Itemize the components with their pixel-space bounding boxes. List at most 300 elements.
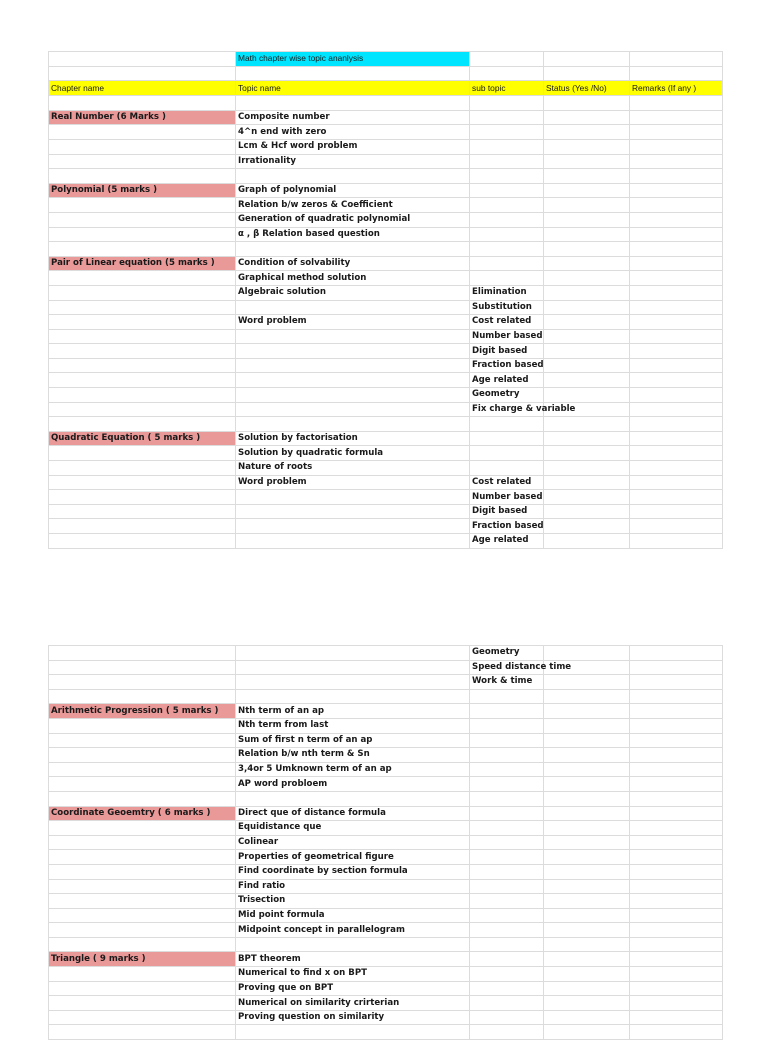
header-sub-topic[interactable]: sub topic	[470, 81, 544, 96]
chapter-cell[interactable]	[49, 660, 236, 675]
status-cell[interactable]	[544, 835, 630, 850]
topic-cell[interactable]: Equidistance que	[236, 821, 470, 836]
chapter-cell[interactable]	[49, 748, 236, 763]
subtopic-cell[interactable]: Age related	[470, 373, 544, 388]
subtopic-cell[interactable]: Fix charge & variable	[470, 402, 544, 417]
remarks-cell[interactable]	[630, 806, 723, 821]
remarks-cell[interactable]	[630, 908, 723, 923]
chapter-cell[interactable]	[49, 835, 236, 850]
chapter-cell[interactable]	[49, 689, 236, 704]
chapter-cell[interactable]	[49, 242, 236, 257]
subtopic-cell[interactable]	[470, 835, 544, 850]
topic-cell[interactable]: Relation b/w nth term & Sn	[236, 748, 470, 763]
topic-cell[interactable]: AP word probloem	[236, 777, 470, 792]
subtopic-cell[interactable]: Geometry	[470, 388, 544, 403]
chapter-cell[interactable]	[49, 1025, 236, 1040]
topic-cell[interactable]	[236, 791, 470, 806]
header-topic-name[interactable]: Topic name	[236, 81, 470, 96]
subtopic-cell[interactable]	[470, 110, 544, 125]
chapter-cell[interactable]: Pair of Linear equation (5 marks )	[49, 256, 236, 271]
status-cell[interactable]	[544, 689, 630, 704]
topic-cell[interactable]	[236, 689, 470, 704]
remarks-cell[interactable]	[630, 183, 723, 198]
remarks-cell[interactable]	[630, 879, 723, 894]
remarks-cell[interactable]	[630, 646, 723, 661]
status-cell[interactable]	[544, 344, 630, 359]
remarks-cell[interactable]	[630, 791, 723, 806]
subtopic-cell[interactable]: Fraction based	[470, 519, 544, 534]
remarks-cell[interactable]	[630, 996, 723, 1011]
remarks-cell[interactable]	[630, 894, 723, 909]
remarks-cell[interactable]	[630, 402, 723, 417]
remarks-cell[interactable]	[630, 762, 723, 777]
chapter-cell[interactable]: Coordinate Geoemtry ( 6 marks )	[49, 806, 236, 821]
subtopic-cell[interactable]	[470, 1025, 544, 1040]
topic-cell[interactable]: 3,4or 5 Umknown term of an ap	[236, 762, 470, 777]
status-cell[interactable]	[544, 519, 630, 534]
status-cell[interactable]	[544, 300, 630, 315]
remarks-cell[interactable]	[630, 475, 723, 490]
remarks-cell[interactable]	[630, 110, 723, 125]
subtopic-cell[interactable]	[470, 821, 544, 836]
chapter-cell[interactable]	[49, 519, 236, 534]
topic-cell[interactable]	[236, 534, 470, 549]
subtopic-cell[interactable]	[470, 242, 544, 257]
chapter-cell[interactable]	[49, 139, 236, 154]
chapter-cell[interactable]	[49, 315, 236, 330]
subtopic-cell[interactable]	[470, 762, 544, 777]
chapter-cell[interactable]	[49, 821, 236, 836]
status-cell[interactable]	[544, 388, 630, 403]
remarks-cell[interactable]	[630, 660, 723, 675]
status-cell[interactable]	[544, 475, 630, 490]
chapter-cell[interactable]	[49, 154, 236, 169]
subtopic-cell[interactable]	[470, 689, 544, 704]
status-cell[interactable]	[544, 242, 630, 257]
topic-cell[interactable]: Relation b/w zeros & Coefficient	[236, 198, 470, 213]
chapter-cell[interactable]	[49, 125, 236, 140]
remarks-cell[interactable]	[630, 271, 723, 286]
topic-cell[interactable]: Word problem	[236, 315, 470, 330]
status-cell[interactable]	[544, 198, 630, 213]
chapter-cell[interactable]	[49, 96, 236, 111]
status-cell[interactable]	[544, 271, 630, 286]
chapter-cell[interactable]	[49, 271, 236, 286]
subtopic-cell[interactable]	[470, 125, 544, 140]
topic-cell[interactable]	[236, 242, 470, 257]
topic-cell[interactable]: Solution by factorisation	[236, 431, 470, 446]
subtopic-cell[interactable]	[470, 718, 544, 733]
remarks-cell[interactable]	[630, 777, 723, 792]
cell[interactable]	[49, 66, 236, 81]
status-cell[interactable]	[544, 154, 630, 169]
topic-cell[interactable]: Generation of quadratic polynomial	[236, 212, 470, 227]
topic-cell[interactable]: Midpoint concept in parallelogram	[236, 923, 470, 938]
topic-cell[interactable]	[236, 373, 470, 388]
chapter-cell[interactable]	[49, 879, 236, 894]
subtopic-cell[interactable]	[470, 894, 544, 909]
status-cell[interactable]	[544, 923, 630, 938]
chapter-cell[interactable]: Arithmetic Progression ( 5 marks )	[49, 704, 236, 719]
remarks-cell[interactable]	[630, 96, 723, 111]
status-cell[interactable]	[544, 431, 630, 446]
chapter-cell[interactable]	[49, 981, 236, 996]
status-cell[interactable]	[544, 791, 630, 806]
subtopic-cell[interactable]	[470, 183, 544, 198]
chapter-cell[interactable]	[49, 446, 236, 461]
subtopic-cell[interactable]	[470, 154, 544, 169]
topic-cell[interactable]: Mid point formula	[236, 908, 470, 923]
subtopic-cell[interactable]: Elimination	[470, 285, 544, 300]
remarks-cell[interactable]	[630, 967, 723, 982]
subtopic-cell[interactable]: Digit based	[470, 344, 544, 359]
remarks-cell[interactable]	[630, 154, 723, 169]
chapter-cell[interactable]	[49, 329, 236, 344]
chapter-cell[interactable]	[49, 733, 236, 748]
cell[interactable]	[544, 66, 630, 81]
status-cell[interactable]	[544, 981, 630, 996]
chapter-cell[interactable]: Real Number (6 Marks )	[49, 110, 236, 125]
topic-cell[interactable]: α , β Relation based question	[236, 227, 470, 242]
status-cell[interactable]	[544, 358, 630, 373]
topic-cell[interactable]: Sum of first n term of an ap	[236, 733, 470, 748]
subtopic-cell[interactable]	[470, 748, 544, 763]
topic-cell[interactable]: Proving que on BPT	[236, 981, 470, 996]
remarks-cell[interactable]	[630, 718, 723, 733]
subtopic-cell[interactable]	[470, 864, 544, 879]
status-cell[interactable]	[544, 110, 630, 125]
status-cell[interactable]	[544, 762, 630, 777]
subtopic-cell[interactable]	[470, 96, 544, 111]
remarks-cell[interactable]	[630, 733, 723, 748]
chapter-cell[interactable]	[49, 358, 236, 373]
chapter-cell[interactable]	[49, 923, 236, 938]
subtopic-cell[interactable]: Cost related	[470, 315, 544, 330]
remarks-cell[interactable]	[630, 864, 723, 879]
chapter-cell[interactable]	[49, 937, 236, 952]
chapter-cell[interactable]: Triangle ( 9 marks )	[49, 952, 236, 967]
remarks-cell[interactable]	[630, 169, 723, 184]
remarks-cell[interactable]	[630, 300, 723, 315]
subtopic-cell[interactable]: Number based	[470, 490, 544, 505]
remarks-cell[interactable]	[630, 358, 723, 373]
subtopic-cell[interactable]: Age related	[470, 534, 544, 549]
subtopic-cell[interactable]	[470, 908, 544, 923]
status-cell[interactable]	[544, 967, 630, 982]
remarks-cell[interactable]	[630, 923, 723, 938]
header-chapter-name[interactable]: Chapter name	[49, 81, 236, 96]
subtopic-cell[interactable]	[470, 806, 544, 821]
topic-cell[interactable]: BPT theorem	[236, 952, 470, 967]
status-cell[interactable]	[544, 806, 630, 821]
status-cell[interactable]	[544, 704, 630, 719]
status-cell[interactable]	[544, 850, 630, 865]
topic-cell[interactable]	[236, 402, 470, 417]
subtopic-cell[interactable]	[470, 227, 544, 242]
subtopic-cell[interactable]: Fraction based	[470, 358, 544, 373]
status-cell[interactable]	[544, 285, 630, 300]
status-cell[interactable]	[544, 446, 630, 461]
subtopic-cell[interactable]	[470, 733, 544, 748]
chapter-cell[interactable]	[49, 1010, 236, 1025]
topic-cell[interactable]: Irrationality	[236, 154, 470, 169]
subtopic-cell[interactable]	[470, 937, 544, 952]
chapter-cell[interactable]	[49, 850, 236, 865]
chapter-cell[interactable]	[49, 212, 236, 227]
topic-cell[interactable]: Proving question on similarity	[236, 1010, 470, 1025]
status-cell[interactable]	[544, 821, 630, 836]
status-cell[interactable]	[544, 952, 630, 967]
subtopic-cell[interactable]	[470, 952, 544, 967]
status-cell[interactable]	[544, 1025, 630, 1040]
subtopic-cell[interactable]	[470, 923, 544, 938]
status-cell[interactable]	[544, 315, 630, 330]
topic-cell[interactable]: Composite number	[236, 110, 470, 125]
cell[interactable]	[470, 66, 544, 81]
status-cell[interactable]	[544, 718, 630, 733]
topic-cell[interactable]: Nth term of an ap	[236, 704, 470, 719]
topic-cell[interactable]	[236, 329, 470, 344]
topic-cell[interactable]	[236, 300, 470, 315]
chapter-cell[interactable]	[49, 300, 236, 315]
subtopic-cell[interactable]	[470, 446, 544, 461]
topic-cell[interactable]: Word problem	[236, 475, 470, 490]
status-cell[interactable]	[544, 879, 630, 894]
status-cell[interactable]	[544, 534, 630, 549]
chapter-cell[interactable]	[49, 646, 236, 661]
remarks-cell[interactable]	[630, 504, 723, 519]
subtopic-cell[interactable]	[470, 1010, 544, 1025]
topic-cell[interactable]: Colinear	[236, 835, 470, 850]
status-cell[interactable]	[544, 96, 630, 111]
chapter-cell[interactable]	[49, 777, 236, 792]
status-cell[interactable]	[544, 864, 630, 879]
status-cell[interactable]	[544, 996, 630, 1011]
status-cell[interactable]	[544, 461, 630, 476]
subtopic-cell[interactable]	[470, 461, 544, 476]
cell[interactable]	[630, 52, 723, 67]
status-cell[interactable]	[544, 417, 630, 432]
subtopic-cell[interactable]: Substitution	[470, 300, 544, 315]
subtopic-cell[interactable]: Digit based	[470, 504, 544, 519]
subtopic-cell[interactable]	[470, 777, 544, 792]
chapter-cell[interactable]	[49, 967, 236, 982]
status-cell[interactable]	[544, 256, 630, 271]
status-cell[interactable]	[544, 227, 630, 242]
remarks-cell[interactable]	[630, 461, 723, 476]
chapter-cell[interactable]	[49, 675, 236, 690]
remarks-cell[interactable]	[630, 937, 723, 952]
remarks-cell[interactable]	[630, 417, 723, 432]
topic-cell[interactable]	[236, 1025, 470, 1040]
status-cell[interactable]	[544, 733, 630, 748]
cell[interactable]	[630, 66, 723, 81]
status-cell[interactable]	[544, 1010, 630, 1025]
chapter-cell[interactable]	[49, 169, 236, 184]
topic-cell[interactable]	[236, 937, 470, 952]
subtopic-cell[interactable]: Number based	[470, 329, 544, 344]
subtopic-cell[interactable]	[470, 431, 544, 446]
remarks-cell[interactable]	[630, 315, 723, 330]
chapter-cell[interactable]: Polynomial (5 marks )	[49, 183, 236, 198]
topic-cell[interactable]: Graph of polynomial	[236, 183, 470, 198]
chapter-cell[interactable]	[49, 762, 236, 777]
chapter-cell[interactable]	[49, 417, 236, 432]
chapter-cell[interactable]	[49, 388, 236, 403]
subtopic-cell[interactable]	[470, 271, 544, 286]
chapter-cell[interactable]	[49, 490, 236, 505]
remarks-cell[interactable]	[630, 125, 723, 140]
chapter-cell[interactable]	[49, 791, 236, 806]
chapter-cell[interactable]	[49, 227, 236, 242]
topic-cell[interactable]	[236, 417, 470, 432]
topic-cell[interactable]: Nth term from last	[236, 718, 470, 733]
topic-cell[interactable]	[236, 358, 470, 373]
status-cell[interactable]	[544, 675, 630, 690]
topic-cell[interactable]: Solution by quadratic formula	[236, 446, 470, 461]
topic-cell[interactable]: Lcm & Hcf word problem	[236, 139, 470, 154]
status-cell[interactable]	[544, 908, 630, 923]
topic-cell[interactable]: Direct que of distance formula	[236, 806, 470, 821]
chapter-cell[interactable]	[49, 373, 236, 388]
header-remarks[interactable]: Remarks (If any )	[630, 81, 723, 96]
topic-cell[interactable]	[236, 675, 470, 690]
remarks-cell[interactable]	[630, 704, 723, 719]
topic-cell[interactable]	[236, 519, 470, 534]
topic-cell[interactable]: 4^n end with zero	[236, 125, 470, 140]
remarks-cell[interactable]	[630, 431, 723, 446]
remarks-cell[interactable]	[630, 835, 723, 850]
chapter-cell[interactable]	[49, 285, 236, 300]
remarks-cell[interactable]	[630, 329, 723, 344]
remarks-cell[interactable]	[630, 748, 723, 763]
remarks-cell[interactable]	[630, 689, 723, 704]
header-status[interactable]: Status (Yes /No)	[544, 81, 630, 96]
remarks-cell[interactable]	[630, 344, 723, 359]
remarks-cell[interactable]	[630, 850, 723, 865]
remarks-cell[interactable]	[630, 446, 723, 461]
status-cell[interactable]	[544, 646, 630, 661]
remarks-cell[interactable]	[630, 490, 723, 505]
cell[interactable]	[544, 52, 630, 67]
topic-cell[interactable]	[236, 490, 470, 505]
status-cell[interactable]	[544, 373, 630, 388]
status-cell[interactable]	[544, 748, 630, 763]
status-cell[interactable]	[544, 937, 630, 952]
status-cell[interactable]	[544, 329, 630, 344]
remarks-cell[interactable]	[630, 227, 723, 242]
subtopic-cell[interactable]: Cost related	[470, 475, 544, 490]
subtopic-cell[interactable]	[470, 417, 544, 432]
status-cell[interactable]	[544, 125, 630, 140]
status-cell[interactable]	[544, 504, 630, 519]
topic-cell[interactable]: Find coordinate by section formula	[236, 864, 470, 879]
remarks-cell[interactable]	[630, 388, 723, 403]
remarks-cell[interactable]	[630, 256, 723, 271]
cell[interactable]	[49, 52, 236, 67]
topic-cell[interactable]: Nature of roots	[236, 461, 470, 476]
subtopic-cell[interactable]	[470, 169, 544, 184]
cell[interactable]	[470, 52, 544, 67]
subtopic-cell[interactable]	[470, 791, 544, 806]
chapter-cell[interactable]	[49, 864, 236, 879]
chapter-cell[interactable]	[49, 402, 236, 417]
sheet-title[interactable]: Math chapter wise topic ananlysis	[236, 52, 470, 67]
chapter-cell[interactable]	[49, 504, 236, 519]
chapter-cell[interactable]	[49, 461, 236, 476]
subtopic-cell[interactable]: Work & time	[470, 675, 544, 690]
topic-cell[interactable]: Numerical to find x on BPT	[236, 967, 470, 982]
remarks-cell[interactable]	[630, 139, 723, 154]
chapter-cell[interactable]	[49, 198, 236, 213]
topic-cell[interactable]: Find ratio	[236, 879, 470, 894]
status-cell[interactable]	[544, 169, 630, 184]
status-cell[interactable]	[544, 212, 630, 227]
topic-cell[interactable]	[236, 660, 470, 675]
remarks-cell[interactable]	[630, 285, 723, 300]
remarks-cell[interactable]	[630, 981, 723, 996]
subtopic-cell[interactable]: Geometry	[470, 646, 544, 661]
topic-cell[interactable]: Algebraic solution	[236, 285, 470, 300]
cell[interactable]	[236, 66, 470, 81]
subtopic-cell[interactable]	[470, 198, 544, 213]
subtopic-cell[interactable]	[470, 879, 544, 894]
topic-cell[interactable]: Properties of geometrical figure	[236, 850, 470, 865]
topic-cell[interactable]	[236, 169, 470, 184]
topic-cell[interactable]	[236, 646, 470, 661]
remarks-cell[interactable]	[630, 821, 723, 836]
remarks-cell[interactable]	[630, 1025, 723, 1040]
topic-cell[interactable]: Graphical method solution	[236, 271, 470, 286]
subtopic-cell[interactable]: Speed distance time	[470, 660, 544, 675]
chapter-cell[interactable]	[49, 894, 236, 909]
remarks-cell[interactable]	[630, 198, 723, 213]
topic-cell[interactable]: Trisection	[236, 894, 470, 909]
subtopic-cell[interactable]	[470, 139, 544, 154]
remarks-cell[interactable]	[630, 242, 723, 257]
remarks-cell[interactable]	[630, 952, 723, 967]
subtopic-cell[interactable]	[470, 256, 544, 271]
remarks-cell[interactable]	[630, 373, 723, 388]
remarks-cell[interactable]	[630, 519, 723, 534]
subtopic-cell[interactable]	[470, 850, 544, 865]
topic-cell[interactable]	[236, 96, 470, 111]
topic-cell[interactable]: Numerical on similarity crirterian	[236, 996, 470, 1011]
subtopic-cell[interactable]	[470, 704, 544, 719]
subtopic-cell[interactable]	[470, 996, 544, 1011]
chapter-cell[interactable]	[49, 718, 236, 733]
status-cell[interactable]	[544, 183, 630, 198]
remarks-cell[interactable]	[630, 675, 723, 690]
chapter-cell[interactable]	[49, 908, 236, 923]
chapter-cell[interactable]	[49, 534, 236, 549]
chapter-cell[interactable]	[49, 344, 236, 359]
remarks-cell[interactable]	[630, 1010, 723, 1025]
topic-cell[interactable]	[236, 344, 470, 359]
subtopic-cell[interactable]	[470, 212, 544, 227]
subtopic-cell[interactable]	[470, 967, 544, 982]
topic-cell[interactable]	[236, 504, 470, 519]
status-cell[interactable]	[544, 490, 630, 505]
topic-cell[interactable]: Condition of solvability	[236, 256, 470, 271]
status-cell[interactable]	[544, 777, 630, 792]
chapter-cell[interactable]	[49, 475, 236, 490]
chapter-cell[interactable]	[49, 996, 236, 1011]
chapter-cell[interactable]: Quadratic Equation ( 5 marks )	[49, 431, 236, 446]
status-cell[interactable]	[544, 139, 630, 154]
subtopic-cell[interactable]	[470, 981, 544, 996]
status-cell[interactable]	[544, 894, 630, 909]
